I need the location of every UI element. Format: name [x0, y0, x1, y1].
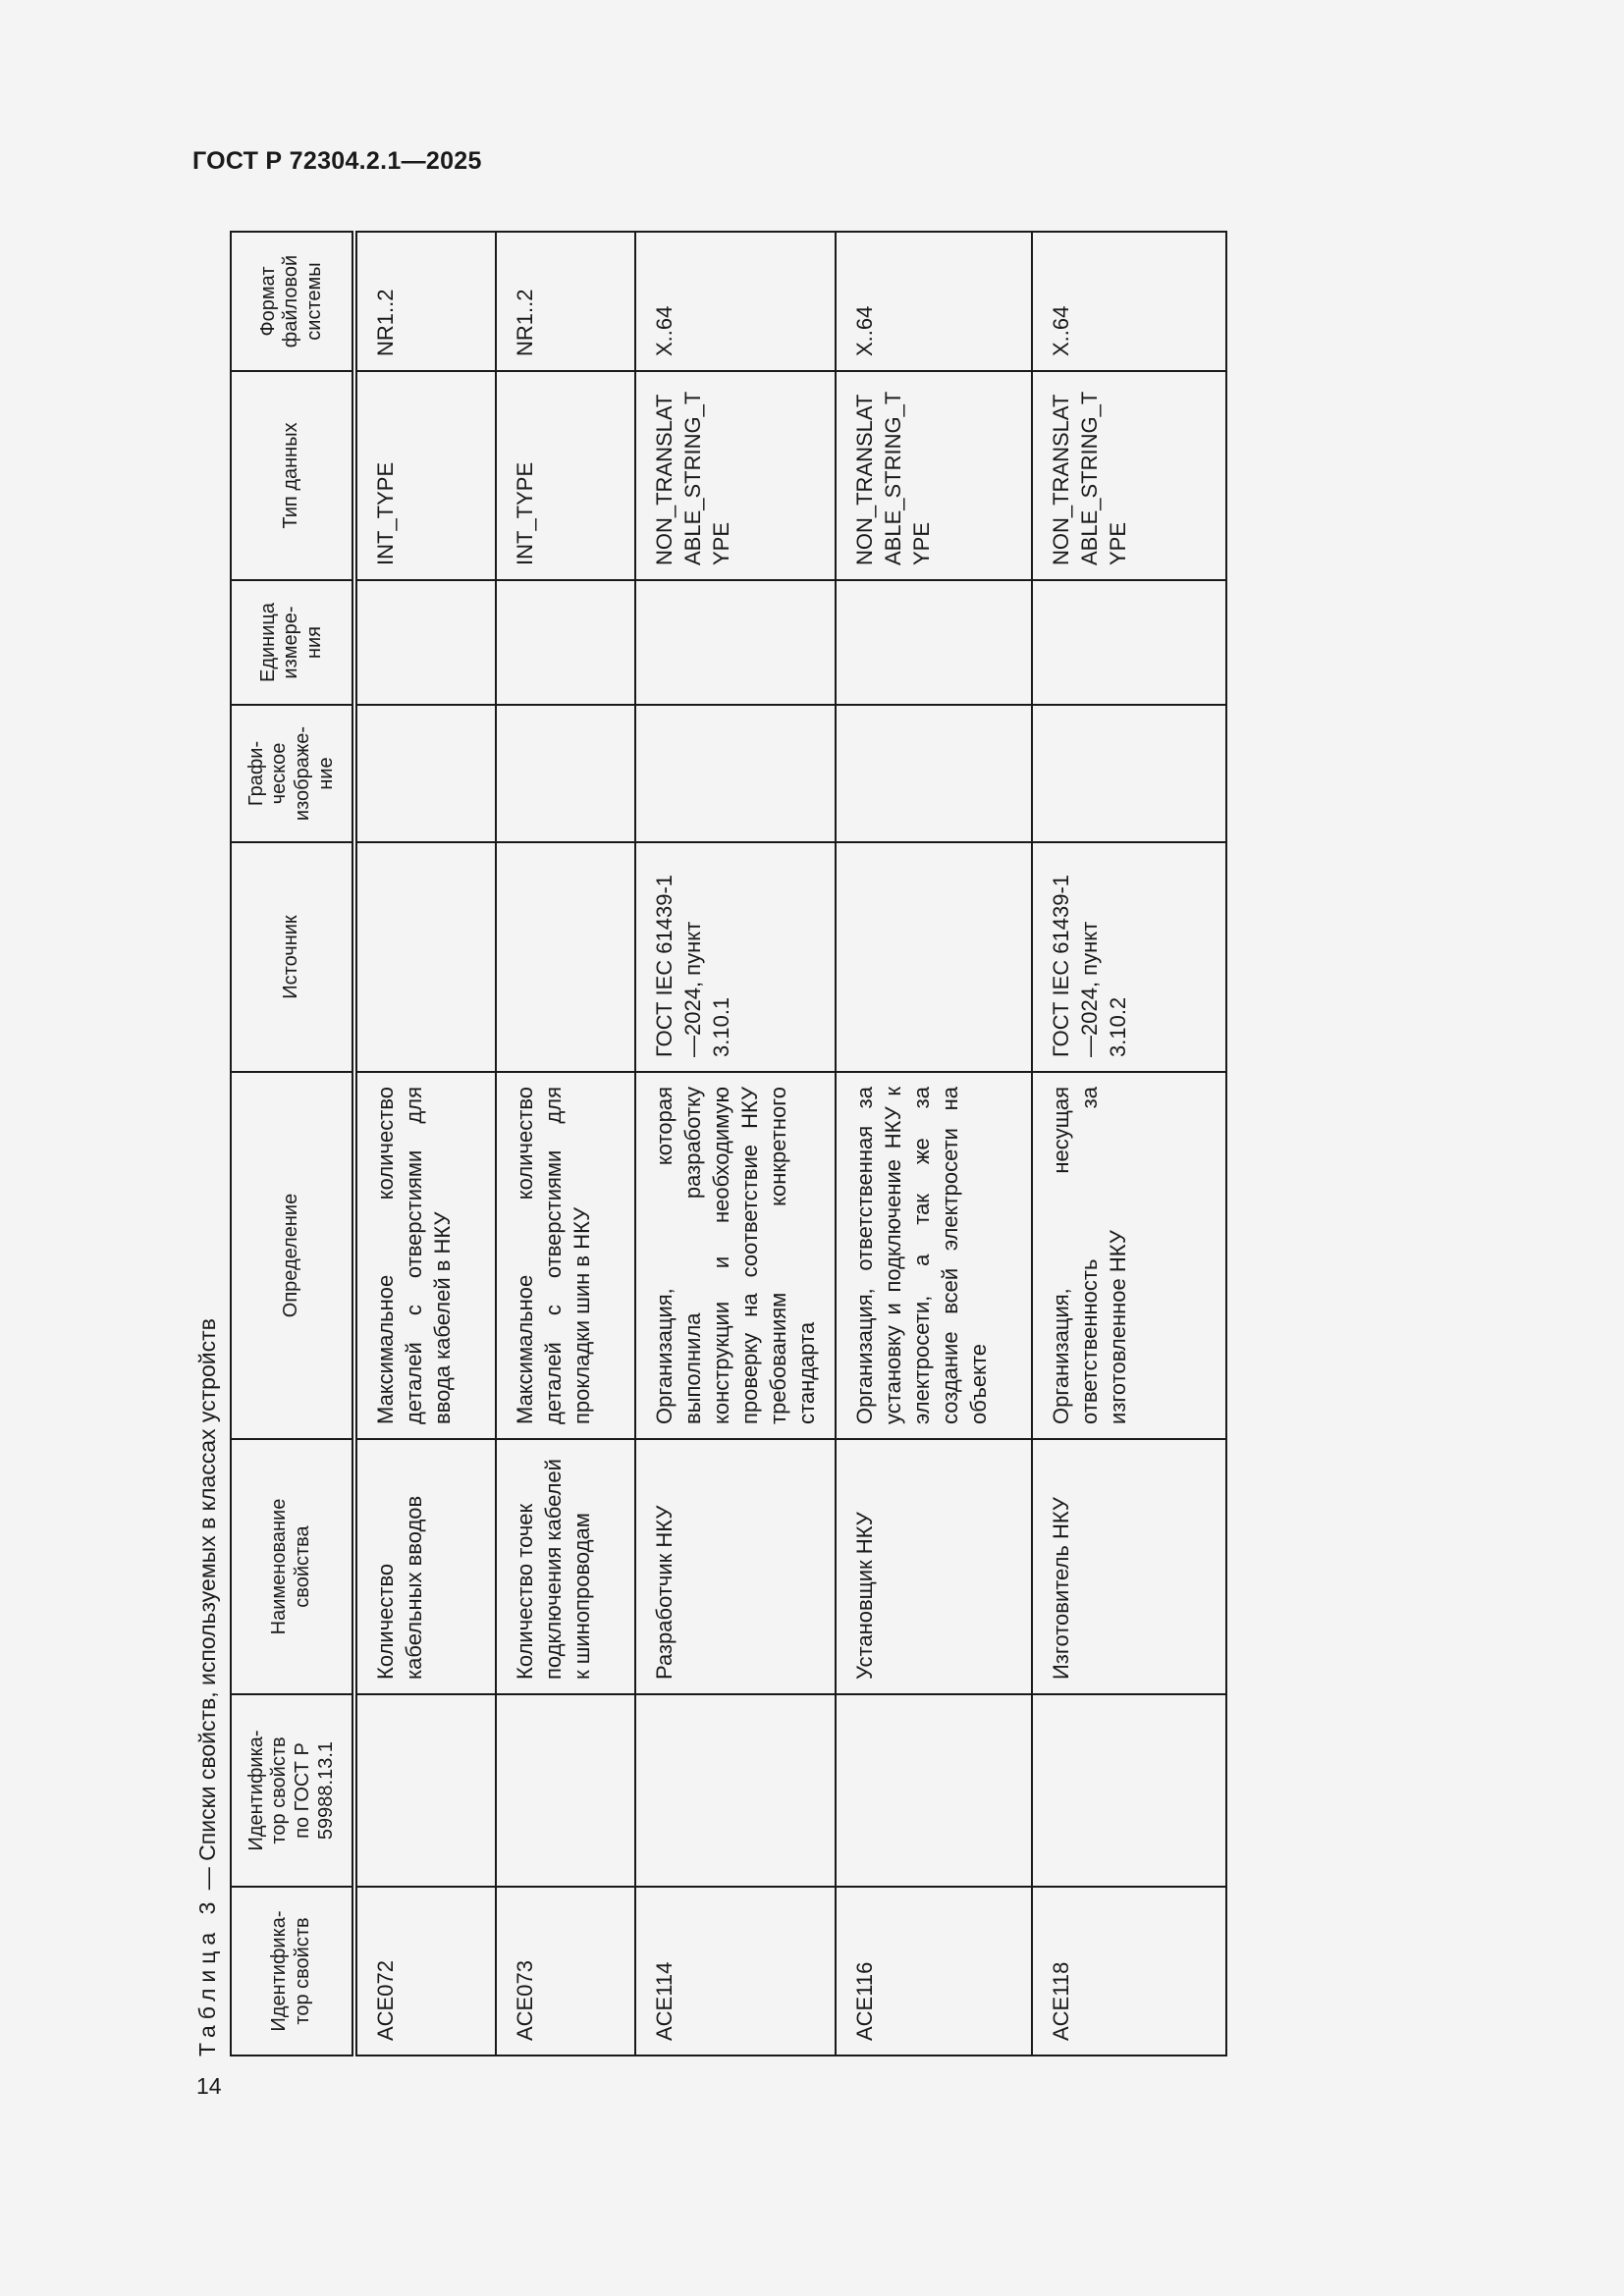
cell-definition: Максимальное количество деталей с отверстиями для прокладки шин в НКУ — [496, 1072, 635, 1439]
cell-format: NR1..2 — [354, 232, 496, 371]
cell-name: Количество кабельных вводов — [354, 1439, 496, 1694]
cell-data-type: NON_TRANSLATABLE_STRING_TYPE — [635, 371, 836, 580]
column-header-id: Идентифика- тор свойств — [231, 1887, 354, 2056]
cell-unit — [354, 580, 496, 705]
cell-unit — [836, 580, 1032, 705]
cell-gost-id — [836, 1694, 1032, 1887]
cell-source: ГОСТ IEC 61439-1—2024, пункт 3.10.2 — [1032, 842, 1226, 1072]
column-header-gost-id: Идентифика- тор свойств по ГОСТ Р 59988.13.1 — [231, 1694, 354, 1887]
cell-unit — [496, 580, 635, 705]
cell-unit — [1032, 580, 1226, 705]
cell-format: X..64 — [1032, 232, 1226, 371]
cell-data-type: NON_TRANSLATABLE_STRING_TYPE — [1032, 371, 1226, 580]
cell-graphic — [496, 705, 635, 842]
column-header-data-type: Тип данных — [231, 371, 354, 580]
cell-name: Установщик НКУ — [836, 1439, 1032, 1694]
rotated-table-block — [187, 233, 1131, 2056]
cell-gost-id — [635, 1694, 836, 1887]
cell-id: ACE073 — [496, 1887, 635, 2056]
cell-source — [354, 842, 496, 1072]
table-caption-title: Списки свойств, используемых в классах устройств — [194, 1318, 220, 1861]
table-header-row — [231, 232, 354, 2056]
cell-source — [496, 842, 635, 1072]
cell-graphic — [1032, 705, 1226, 842]
table-caption-label: Таблица 3 — [194, 1896, 220, 2056]
column-header-name: Наименование свойства — [231, 1439, 354, 1694]
column-header-unit: Единица измере- ния — [231, 580, 354, 705]
cell-id: ACE116 — [836, 1887, 1032, 2056]
cell-gost-id — [496, 1694, 635, 1887]
cell-gost-id — [1032, 1694, 1226, 1887]
cell-data-type: NON_TRANSLATABLE_STRING_TYPE — [836, 371, 1032, 580]
table-row — [635, 232, 836, 2056]
cell-id: ACE072 — [354, 1887, 496, 2056]
cell-id: ACE118 — [1032, 1887, 1226, 2056]
table-caption-dash: — — [194, 1860, 220, 1896]
table-row — [496, 232, 635, 2056]
column-header-definition: Определение — [231, 1072, 354, 1439]
cell-definition: Максимальное количество деталей с отверстиями для ввода кабелей в НКУ — [354, 1072, 496, 1439]
cell-graphic — [354, 705, 496, 842]
cell-data-type: INT_TYPE — [354, 371, 496, 580]
cell-name: Изготовитель НКУ — [1032, 1439, 1226, 1694]
table-row — [836, 232, 1032, 2056]
document-header: ГОСТ Р 72304.2.1—2025 — [192, 147, 482, 175]
cell-source: ГОСТ IEC 61439-1—2024, пункт 3.10.1 — [635, 842, 836, 1072]
cell-format: X..64 — [836, 232, 1032, 371]
properties-table — [230, 231, 1227, 2056]
cell-data-type: INT_TYPE — [496, 371, 635, 580]
cell-name: Количество точек подключения кабелей к шинопроводам — [496, 1439, 635, 1694]
table-row — [354, 232, 496, 2056]
cell-definition: Организация, ответственная за установку и подключение НКУ к электросети, а так же за создание всей электросети на объекте — [836, 1072, 1032, 1439]
cell-source — [836, 842, 1032, 1072]
table-caption — [194, 1318, 234, 2056]
table-row — [1032, 232, 1226, 2056]
cell-name: Разработчик НКУ — [635, 1439, 836, 1694]
cell-format: NR1..2 — [496, 232, 635, 371]
cell-id: ACE114 — [635, 1887, 836, 2056]
cell-format: X..64 — [635, 232, 836, 371]
column-header-format: Формат файловой системы — [231, 232, 354, 371]
cell-graphic — [635, 705, 836, 842]
cell-gost-id — [354, 1694, 496, 1887]
column-header-graphic: Графи- ческое изображе- ние — [231, 705, 354, 842]
page-number: 14 — [196, 2073, 222, 2099]
cell-definition: Организация, которая выполнила разработку конструкции и необходимую проверку на соответствие НКУ требованиям конкретного стандарта — [635, 1072, 836, 1439]
cell-definition: Организация, несущая ответственность за изготовленное НКУ — [1032, 1072, 1226, 1439]
cell-unit — [635, 580, 836, 705]
column-header-source: Источник — [231, 842, 354, 1072]
cell-graphic — [836, 705, 1032, 842]
